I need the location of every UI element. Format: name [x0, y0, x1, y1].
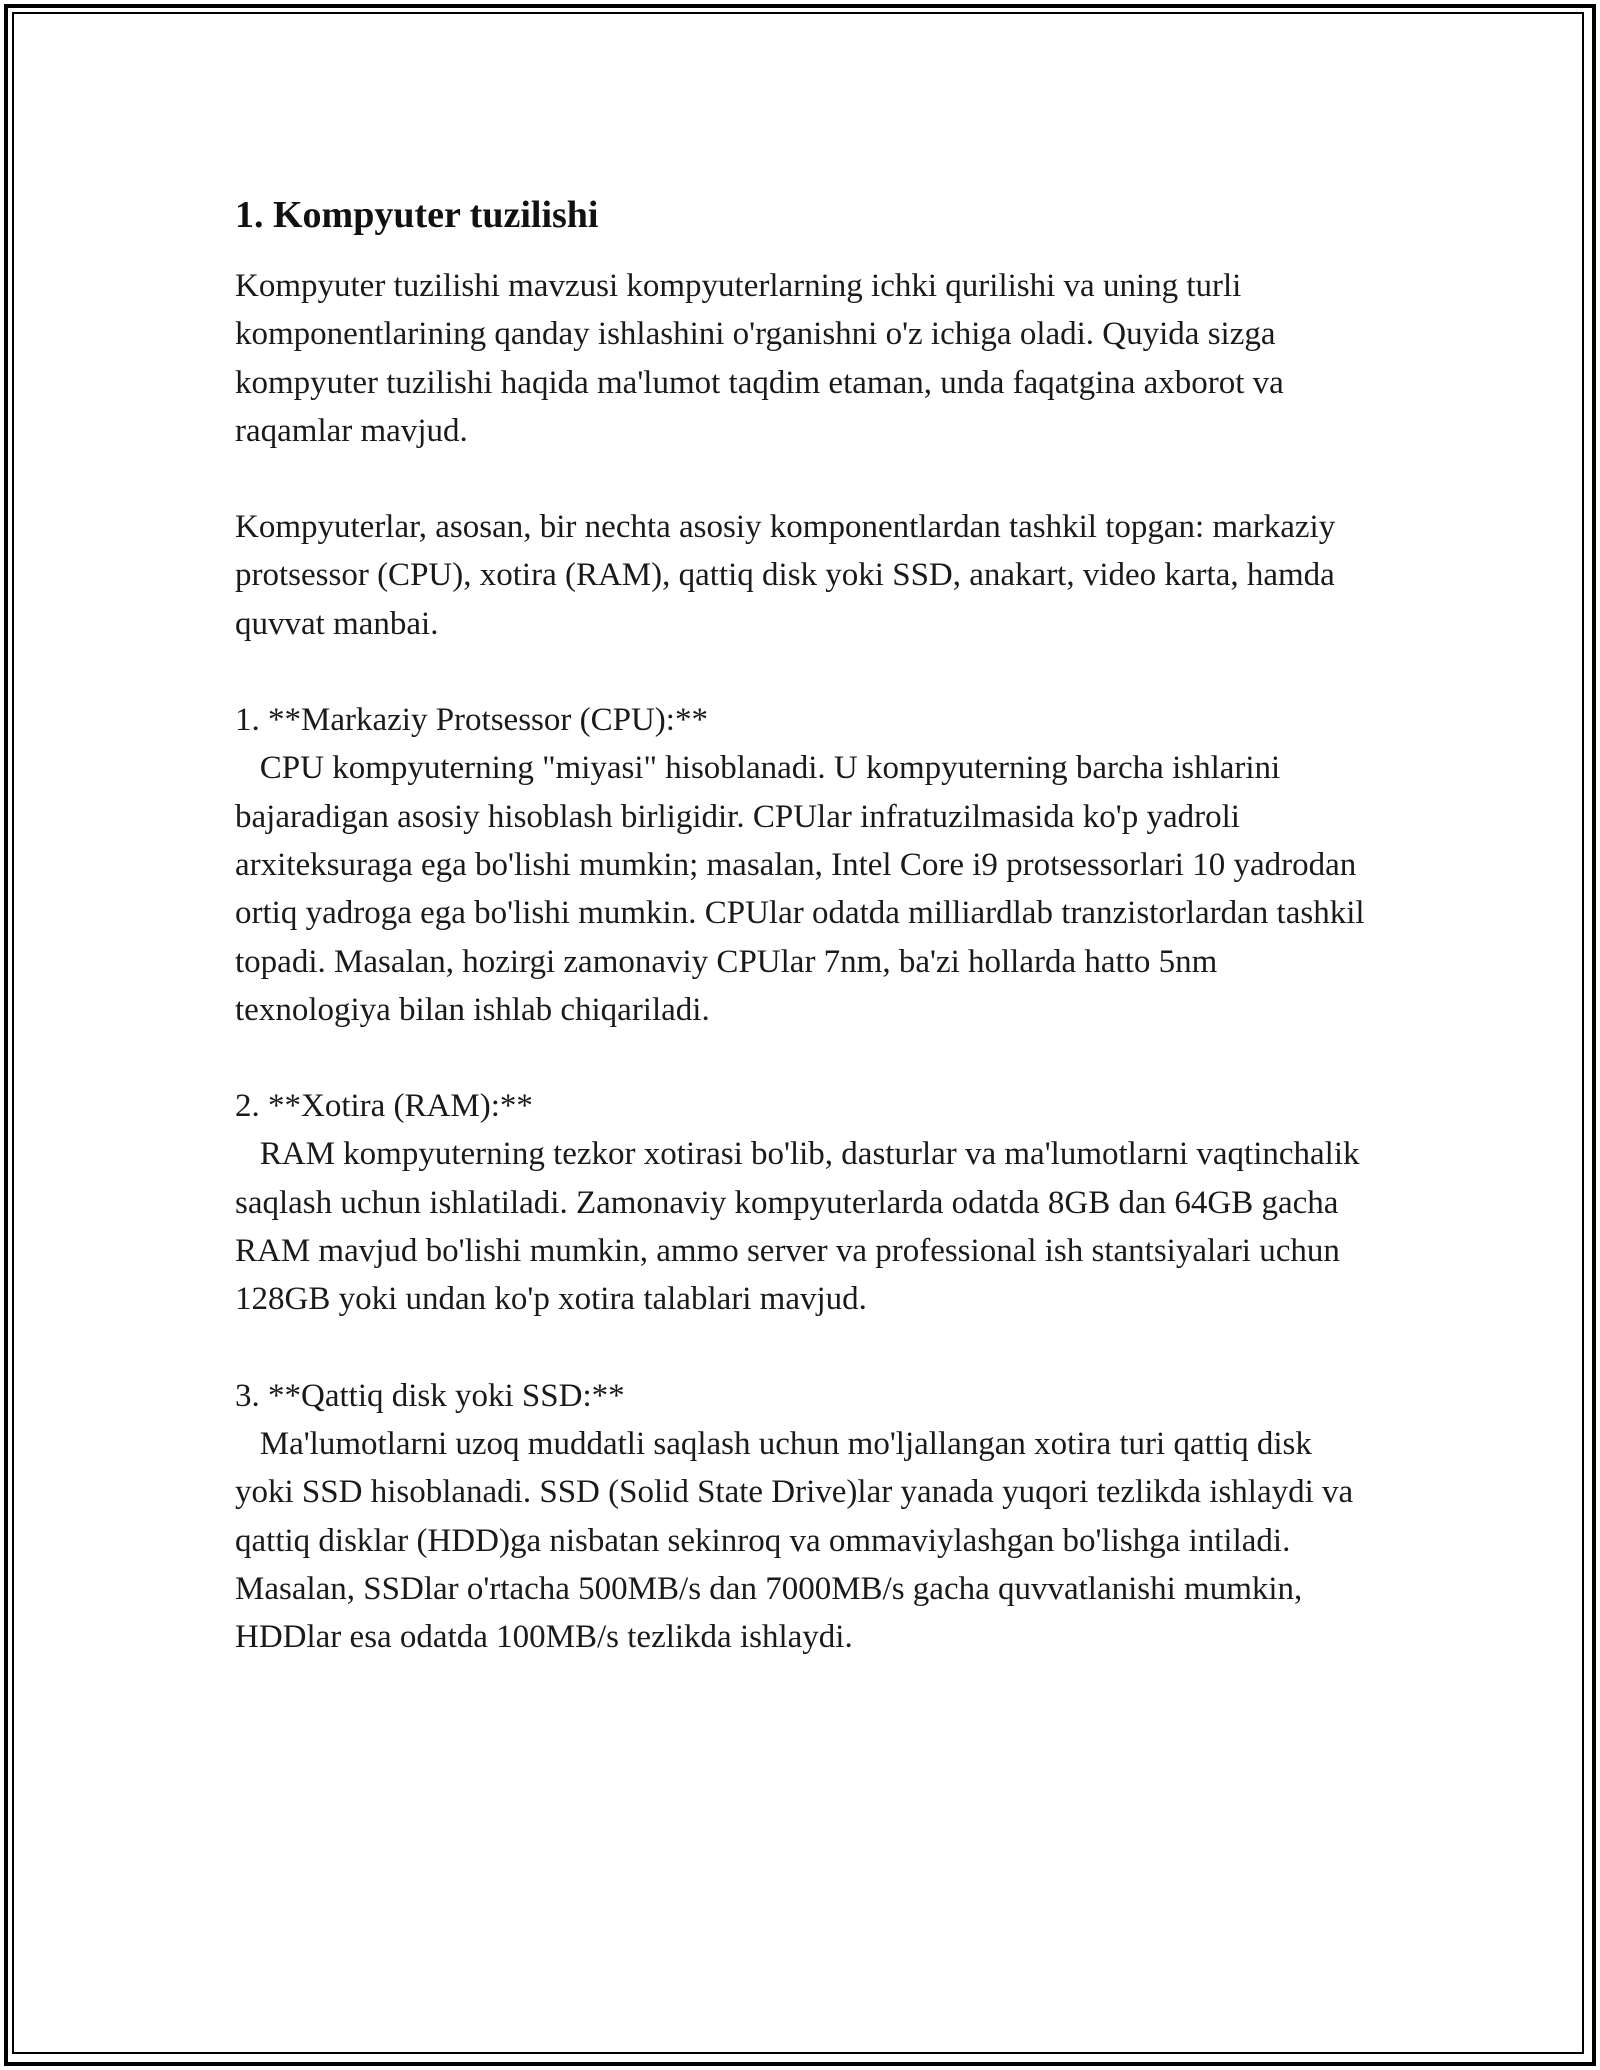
section-body-storage: Ma'lumotlarni uzoq muddatli saqlash uchun mo'ljallangan xotira turi qattiq disk yoki SSD hisoblanadi. SSD (Solid State Drive)lar yanada yuqori tezlikda ishlaydi va qattiq disklar (HDD)ga nisbatan sekinroq va ommaviylashgan bo'lishga intiladi. Masalan, SSDlar o'rtacha 500MB/s dan 7000MB/s gacha quvvatlanishi mumkin, HDDlar esa odatda 100MB/s tezlikda ishlaydi.	[235, 1425, 1362, 1656]
document-title: 1. Kompyuter tuzilishi	[235, 194, 599, 236]
overview-paragraph: Kompyuterlar, asosan, bir nechta asosiy komponentlardan tashkil topgan: markaziy protsessor (CPU), xotira (RAM), qattiq disk yoki SSD, anakart, video karta, hamda quvvat manbai.	[235, 509, 1344, 642]
paragraph-gap	[235, 1324, 1375, 1372]
paragraph-gap	[235, 648, 1375, 696]
section-heading-storage: 3. **Qattiq disk yoki SSD:**	[235, 1377, 625, 1414]
intro-paragraph: Kompyuter tuzilishi mavzusi kompyuterlarning ichki qurilishi va uning turli komponentlarining qanday ishlashini o'rganishni o'z ichiga oladi. Quyida sizga kompyuter tuzilishi haqida ma'lumot taqdim etaman, unda faqatgina axborot va raqamlar mavjud.	[235, 268, 1293, 449]
paragraph-gap	[235, 1034, 1375, 1082]
paragraph-gap	[235, 455, 1375, 503]
document-body	[235, 190, 1375, 1661]
section-heading-ram: 2. **Xotira (RAM):**	[235, 1088, 533, 1125]
section-body-cpu: CPU kompyuterning "miyasi" hisoblanadi. U kompyuterning barcha ishlarini bajaradigan asosiy hisoblash birligidir. CPUlar infratuzilmasida ko'p yadroli arxiteksuraga ega bo'lishi mumkin; masalan, Intel Core i9 protsessorlari 10 yadrodan ortiq yadroga ega bo'lishi mumkin. CPUlar odatda milliardlab tranzistorlardan tashkil topadi. Masalan, hozirgi zamonaviy CPUlar 7nm, ba'zi hollarda hatto 5nm texnologiya bilan ishlab chiqariladi.	[235, 750, 1373, 1028]
section-body-ram: RAM kompyuterning tezkor xotirasi bo'lib, dasturlar va ma'lumotlarni vaqtinchalik saqlash uchun ishlatiladi. Zamonaviy kompyuterlarda odatda 8GB dan 64GB gacha RAM mavjud bo'lishi mumkin, ammo server va professional ish stantsiyalari uchun 128GB yoki undan ko'p xotira talablari mavjud.	[235, 1136, 1368, 1318]
section-heading-cpu: 1. **Markaziy Protsessor (CPU):**	[235, 702, 708, 739]
